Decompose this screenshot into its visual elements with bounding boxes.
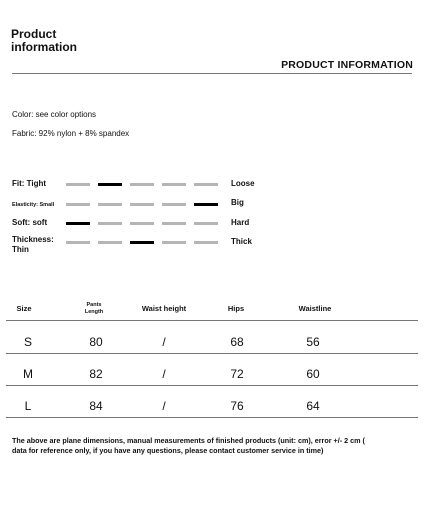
scale-bar (130, 241, 154, 244)
cell-waistline: 60 (306, 367, 320, 381)
header-divider (12, 73, 412, 74)
scale-bar (98, 222, 122, 225)
scale-bar (66, 222, 90, 225)
table-divider (6, 320, 418, 321)
footnote (12, 436, 422, 456)
th-waist-height: Waist height (141, 304, 187, 313)
cell-waist-height: / (162, 367, 166, 381)
thickness-label-line-2: Thin (12, 245, 29, 254)
thickness-right-label: Thick (231, 237, 252, 246)
soft-label: Soft: soft (12, 218, 48, 227)
soft-right-label: Hard (231, 218, 250, 227)
cell-waistline: 56 (306, 335, 320, 349)
cell-waist-height: / (162, 335, 166, 349)
thickness-label (12, 235, 54, 255)
fit-label: Fit: Tight (12, 179, 47, 188)
cell-hips: 68 (230, 335, 244, 349)
table-divider (6, 385, 418, 386)
title-line-1: Product (11, 27, 57, 41)
th-pants-length (74, 302, 114, 316)
scale-bar (162, 241, 186, 244)
footnote-line-2: data for reference only, if you have any questions, please contact customer service in time) (12, 446, 324, 455)
elasticity-right-label: Big (231, 198, 244, 207)
scale-bar (162, 203, 186, 206)
scale-bar (66, 183, 90, 186)
scale-bar (194, 183, 218, 186)
cell-waistline: 64 (306, 399, 320, 413)
scale-bar (130, 222, 154, 225)
fabric-info: Fabric: 92% nylon + 8% spandex (12, 129, 130, 138)
scale-bar (194, 222, 218, 225)
scale-bar (130, 203, 154, 206)
scale-bar (194, 203, 218, 206)
scale-bar (98, 241, 122, 244)
color-info: Color: see color options (12, 110, 97, 119)
thickness-label-line-1: Thickness: (12, 235, 54, 244)
cell-pants-length: 80 (89, 335, 103, 349)
scale-bar (162, 183, 186, 186)
elasticity-label: Elasticity: Small (12, 202, 55, 208)
th-hips: Hips (227, 304, 245, 313)
scale-bar (130, 183, 154, 186)
fit-right-label: Loose (231, 179, 255, 188)
cell-pants-length: 82 (89, 367, 103, 381)
scale-bar (66, 203, 90, 206)
th-pants-line: Pants (86, 302, 102, 308)
cell-hips: 76 (230, 399, 244, 413)
th-length-line: Length (84, 309, 104, 315)
cell-size: S (23, 335, 32, 349)
scale-bar (162, 222, 186, 225)
scale-bar (98, 183, 122, 186)
cell-size: M (23, 367, 33, 381)
cell-waist-height: / (162, 399, 166, 413)
table-divider (6, 417, 418, 418)
cell-pants-length: 84 (89, 399, 103, 413)
footnote-line-1: The above are plane dimensions, manual measurements of finished products (unit: cm), error +/- 2 cm ( (12, 436, 365, 445)
scale-bar (98, 203, 122, 206)
scale-bar (194, 241, 218, 244)
page-title (11, 28, 131, 54)
th-waistline: Waistline (298, 304, 332, 313)
title-line-2: information (11, 40, 77, 54)
cell-size: L (24, 399, 32, 413)
cell-hips: 72 (230, 367, 244, 381)
scale-bar (66, 241, 90, 244)
table-divider (6, 353, 418, 354)
th-size: Size (16, 304, 32, 313)
section-header: PRODUCT INFORMATION (281, 59, 413, 71)
